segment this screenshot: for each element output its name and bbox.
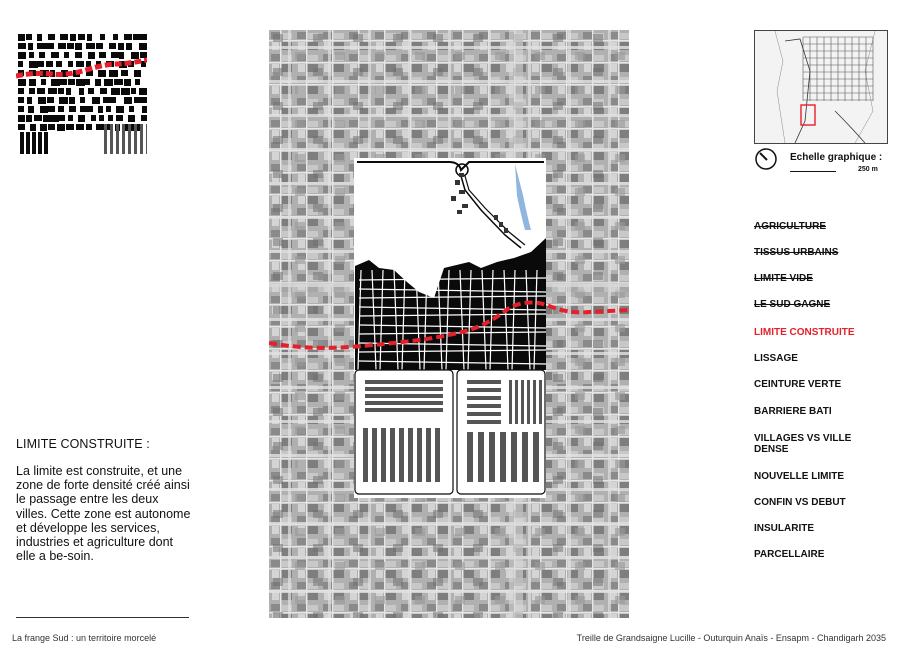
menu-item-confin-vs-debut[interactable]: CONFIN VS DEBUT	[754, 497, 846, 508]
section-description: La limite est construite, et une zone de forte densité créé ainsi le passage entre les deux villes. Cette zone est autonome et développe les services, industries et agriculture dont elle a be-soin.	[16, 464, 191, 564]
menu-item-le-sud-gagne[interactable]: LE SUD GAGNE	[754, 299, 831, 310]
menu-item-insularite[interactable]: INSULARITE	[754, 523, 814, 534]
menu-item-limite-construite[interactable]: LIMITE CONSTRUITE	[754, 327, 855, 338]
scale-label: Echelle graphique :	[790, 152, 883, 163]
menu-item-ceinture-verte[interactable]: CEINTURE VERTE	[754, 379, 842, 390]
menu-item-barriere-bati[interactable]: BARRIERE BATI	[754, 406, 832, 417]
menu-item-lissage[interactable]: LISSAGE	[754, 353, 798, 364]
menu-item-agriculture[interactable]: AGRICULTURE	[754, 221, 827, 232]
location-minimap	[754, 30, 888, 144]
aerial-map	[269, 30, 629, 618]
menu-item-tissus-urbains[interactable]: TISSUS URBAINS	[754, 247, 839, 258]
limit-thumbnail	[16, 32, 147, 155]
scale-value: 250 m	[858, 166, 878, 173]
divider	[16, 617, 189, 618]
section-title: LIMITE CONSTRUITE :	[16, 437, 150, 451]
menu-item-parcellaire[interactable]: PARCELLAIRE	[754, 549, 825, 560]
footer-credits: Treille de Grandsaigne Lucille - Outurquin Anaïs - Ensapm - Chandigarh 2035	[576, 633, 886, 643]
north-arrow-icon	[755, 148, 777, 170]
menu-item-nouvelle-limite[interactable]: NOUVELLE LIMITE	[754, 471, 844, 482]
scale-bar	[790, 171, 836, 172]
footer-caption: La frange Sud : un territoire morcelé	[12, 633, 157, 643]
menu-item-villages-vs-ville-dense[interactable]: VILLAGES VS VILLE DENSE	[754, 433, 852, 455]
menu-item-limite-vide[interactable]: LIMITE VIDE	[754, 273, 813, 284]
